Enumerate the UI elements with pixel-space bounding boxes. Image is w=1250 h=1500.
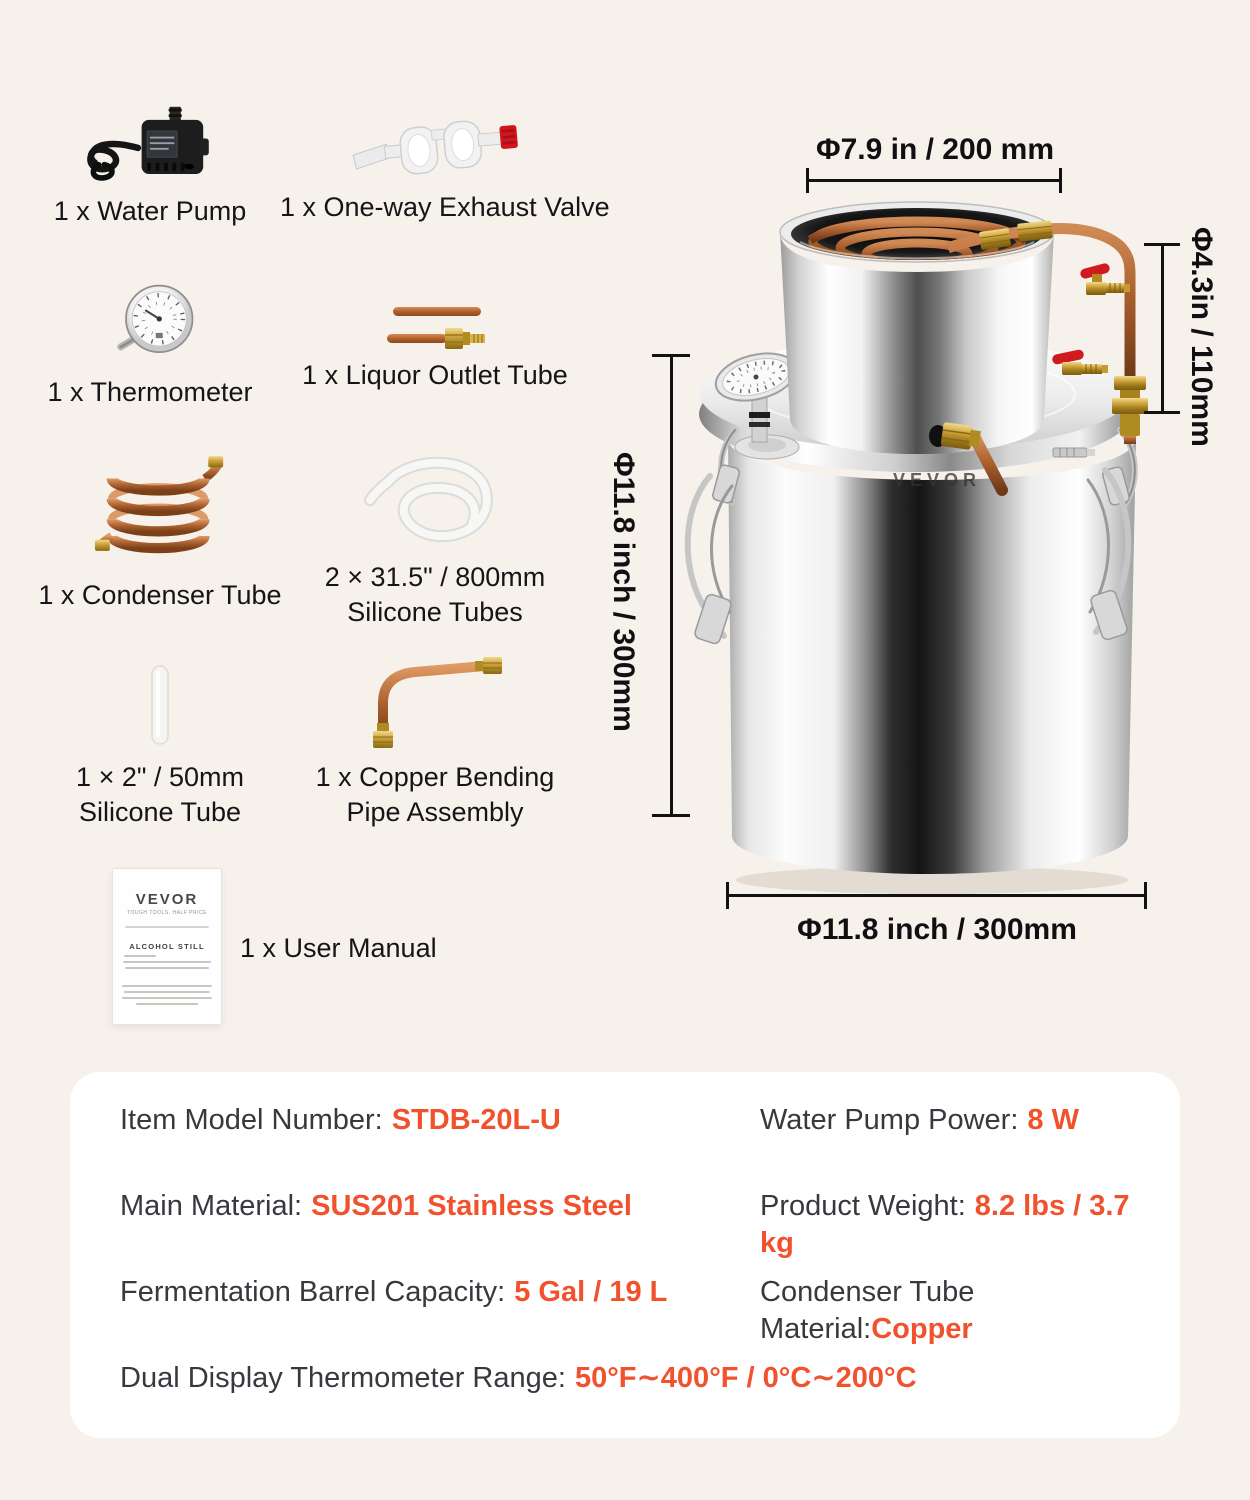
user-manual-image [112,868,222,1025]
dimension-top-line [808,179,1062,182]
dimension-bottom-tick-right [1144,882,1147,909]
exhaust-valve-image [345,110,525,190]
component-label: 1 × 2" / 50mm Silicone Tube [76,762,244,827]
dimension-bottom-label: Φ11.8 inch / 300mm [797,913,1077,946]
dimension-right-label: Φ4.3in / 110mm [1185,227,1218,447]
dimension-bottom-line [727,894,1147,897]
component-liquor-outlet-tube [285,275,585,393]
spec-label-thermometer-range: Dual Display Thermometer Range: [120,1362,566,1394]
component-silicone-tube-small [35,660,285,830]
spec-value-water-pump-power: 8 W [1027,1104,1079,1136]
dimension-right-tick-bottom [1144,411,1180,414]
component-label-user-manual: 1 x User Manual [240,933,437,963]
component-label: 1 x One-way Exhaust Valve [280,192,610,222]
dimension-top-tick-right [1059,168,1062,193]
spec-value-main-material: SUS201 Stainless Steel [311,1190,632,1222]
dimension-left-label: Φ11.8 inch / 300mm [607,452,640,732]
liquor-outlet-tube-image [375,298,495,358]
component-silicone-tubes [300,448,570,630]
spec-row-1 [120,1102,1150,1139]
spec-label-item-model-number: Item Model Number: [120,1104,383,1136]
water-pump-image [80,98,220,194]
lid-engraving: VEVOR [893,470,982,490]
fermentation-barrel [728,438,1136,874]
dimension-right-line [1161,244,1164,414]
dimension-bottom-tick-left [726,882,729,909]
component-label: 1 x Condenser Tube [38,580,282,610]
dimension-left-tick-top [652,354,690,357]
component-condenser-tube [35,450,285,613]
spec-label-main-material: Main Material: [120,1190,303,1222]
spec-label-product-weight: Product Weight: [760,1190,966,1222]
upper-drain-valve [1079,262,1130,295]
spec-card [70,1072,1180,1438]
spec-value-product-weight: 8.2 lbs / 3.7 kg [760,1190,1130,1259]
silicone-tube-small-image [140,660,180,752]
component-label: 1 x Water Pump [53,196,247,226]
spec-row-2 [120,1188,1150,1262]
component-exhaust-valve [280,98,610,225]
manual-tagline: TOUGH TOOLS, HALF PRICE [127,910,207,916]
manual-brand-logo: VEVOR [135,891,199,908]
component-label: 1 x Thermometer [47,377,253,407]
silicone-tubes-image [360,448,510,560]
dimension-left-tick-bottom [652,814,690,817]
alcohol-still-product-image [650,168,1190,913]
spec-value-condenser-material: Copper [871,1313,973,1345]
copper-bending-pipe-image [353,655,518,752]
dimension-top-label: Φ7.9 in / 200 mm [815,133,1055,166]
component-thermometer [35,275,265,410]
spec-row-3 [120,1274,1150,1348]
component-water-pump [35,98,265,229]
spec-label-fermentation-capacity: Fermentation Barrel Capacity: [120,1276,506,1308]
condenser-bucket [780,202,1054,454]
component-label: 1 x Liquor Outlet Tube [302,360,568,390]
spec-label-condenser-material: Condenser Tube Material: [760,1276,975,1345]
component-label: 2 × 31.5" / 800mm Silicone Tubes [324,562,546,627]
component-copper-bending-pipe [295,655,575,830]
thermometer-image [98,275,203,375]
spec-value-fermentation-capacity: 5 Gal / 19 L [514,1276,668,1308]
spec-row-4 [120,1360,1150,1397]
spec-value-thermometer-range: 50°F∼400°F / 0°C∼200°C [574,1362,917,1394]
dimension-left-line [670,355,673,817]
dimension-right-tick-top [1144,243,1180,246]
spec-label-water-pump-power: Water Pump Power: [760,1104,1019,1136]
condenser-tube-image [95,450,225,558]
component-label: 1 x Copper Bending Pipe Assembly [315,762,555,827]
manual-title: ALCOHOL STILL [129,941,205,951]
dimension-top-tick-left [806,168,809,193]
spec-value-item-model-number: STDB-20L-U [391,1104,561,1136]
